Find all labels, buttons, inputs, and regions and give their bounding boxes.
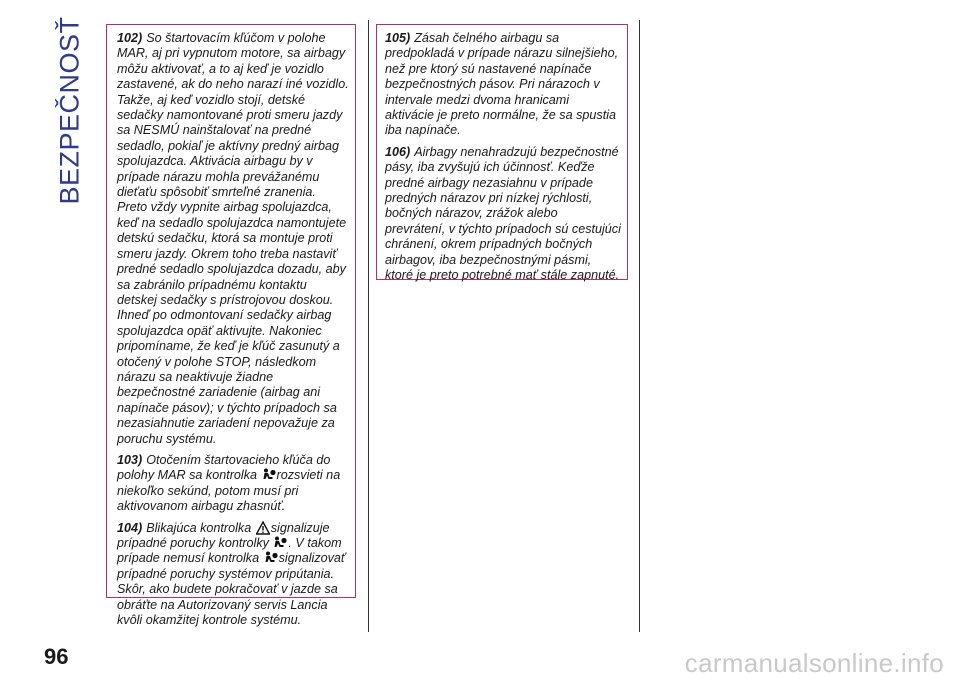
column-divider-right (639, 20, 640, 632)
note-text: . V takom prípade nemusí kontrolka (117, 536, 342, 566)
section-title-text: BEZPEČNOSŤ (54, 15, 85, 205)
note-text: signalizovať prípadné poruchy systémov pripútania. Skôr, ako budete pokračovať v jazde sa obráťte na Autorizovaný servis Lancia kvôli okamžitej kontrole systému. (117, 551, 346, 628)
airbag-warning-icon (273, 536, 287, 549)
note-text: Zásah čelného airbagu sa predpokladá v prípade nárazu silnejšieho, než pre ktorý sú nastavené napínače bezpečnostných pásov. Pri nárazoch v intervale medzi dvoma hranicami aktivácie je preto normálne, že sa spustia iba napínače. (385, 31, 619, 138)
warning-triangle-icon (256, 521, 270, 534)
column-divider-left (368, 20, 369, 632)
note-102 (117, 31, 349, 447)
note-106 (385, 145, 621, 284)
note-text: Otočením štartovacieho kľúča do polohy MAR sa kontrolka (117, 452, 331, 483)
note-105 (385, 31, 621, 139)
note-number: 102) (117, 31, 143, 45)
note-103 (117, 453, 349, 515)
note-text: Blikajúca kontrolka (146, 520, 252, 535)
note-number: 105) (385, 31, 411, 45)
note-text: So štartovacím kľúčom v polohe MAR, aj pri vypnutom motore, sa airbagy môžu aktivovať, a to aj keď je vozidlo zastavené, ak do neho narazí iné vozidlo. Takže, aj keď vozidlo stojí, detské sedačky namontované proti smeru jazdy sa NESMÚ nainštalovať na predné sedadlo, pokiaľ je aktívny predný airbag spolujazdca. Aktivácia airbagu by v prípade nárazu mohla prevážanému dieťaťu spôsobiť smrteľné zranenia. Preto vždy vypnite airbag spolujazdca, keď na sedadlo spolujazdca namontujete detskú sedačku, ktorá sa montuje proti smeru jazdy. Okrem toho treba nastaviť predné sedadlo spolujazdca dozadu, aby sa zabránilo prípadnému kontaktu detskej sedačky s prístrojovou doskou. Ihneď po odmontovaní sedačky airbag spolujazdca opäť aktivujte. Nakoniec pripomíname, že keď je kľúč zasunutý a otočený v polohe STOP, následkom nárazu sa neaktivuje žiadne bezpečnostné zariadenie (airbag ani napínače pásov); v týchto prípadoch sa nezasiahnutie zariadení nepovažuje za poruchu systému. (117, 31, 349, 446)
note-text: Airbagy nenahradzujú bezpečnostné pásy, iba zvyšujú ich účinnosť. Keďže predné airbagy nezasiahnu v prípade predných nárazov pri nízkej rýchlosti, bočných nárazov, zrážok alebo prevrátení, v týchto prípadoch sú cestujúci chránení, okrem prípadných bočných airbagov, iba bezpečnostnými pásmi, ktoré je preto potrebné mať stále zapnuté. (385, 144, 621, 283)
warning-box-left (106, 24, 356, 628)
note-text: rozsvieti na niekoľko sekúnd, potom musí pri aktivovanom airbagu zhasnúť. (117, 468, 341, 514)
note-number: 106) (385, 144, 411, 159)
page-number: 96 (44, 644, 69, 669)
note-104 (117, 521, 349, 629)
note-text: signalizuje prípadné poruchy kontrolky (117, 520, 330, 550)
note-number: 103) (117, 452, 143, 467)
note-number: 104) (117, 520, 143, 535)
warning-box-right (376, 24, 628, 283)
watermark: carmanualsonline.info (684, 648, 944, 678)
section-title (52, 15, 88, 205)
airbag-warning-icon (264, 551, 278, 564)
airbag-warning-icon (262, 468, 276, 481)
